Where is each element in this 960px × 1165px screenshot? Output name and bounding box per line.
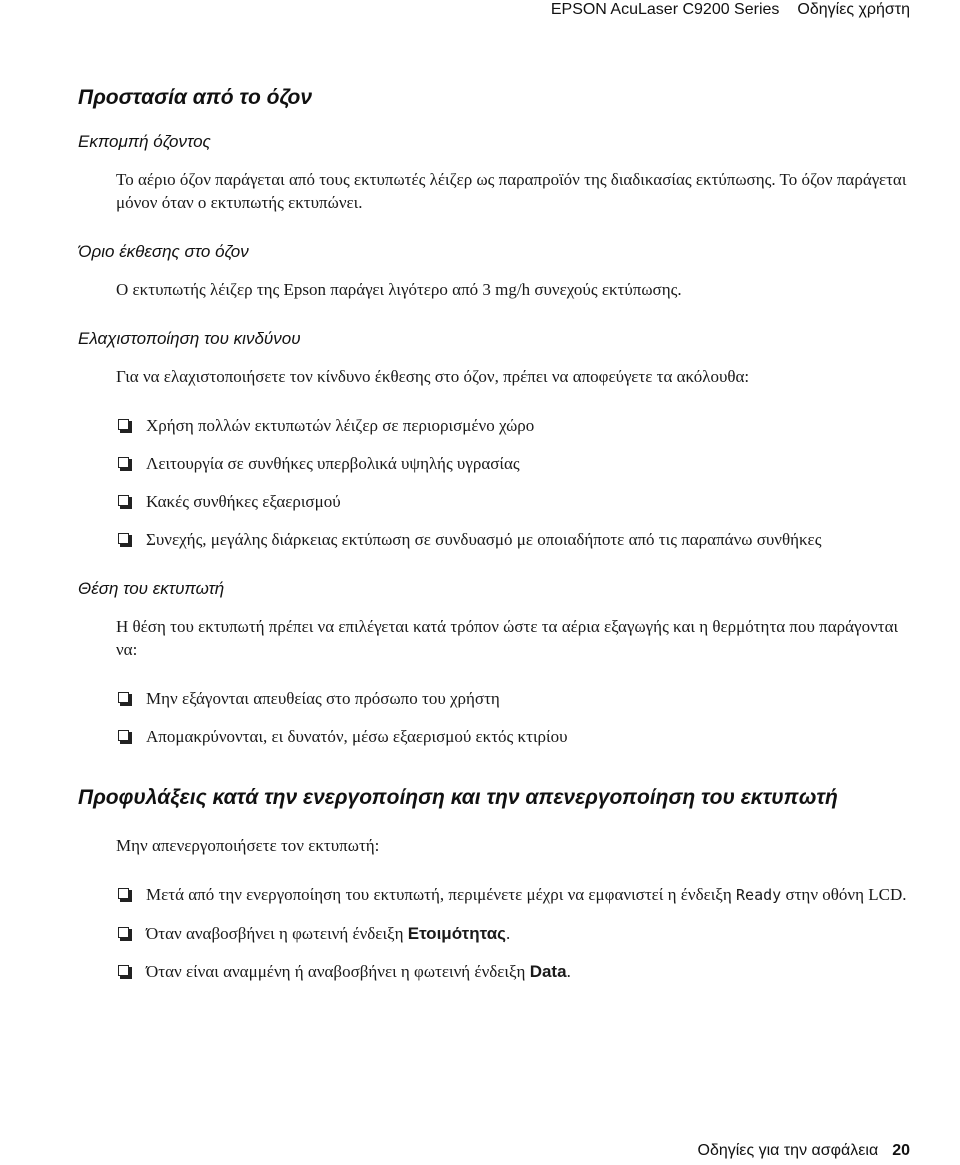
page-header <box>551 0 910 20</box>
checkbox-bullet-icon <box>118 888 129 899</box>
list-item: Χρήση πολλών εκτυπωτών λέιζερ σε περιορισμένο χώρο <box>78 414 908 437</box>
checkbox-bullet-icon <box>118 692 129 703</box>
printer-location-text: Η θέση του εκτυπωτή πρέπει να επιλέγεται κατά τρόπον ώστε τα αέρια εξαγωγής και η θερμότητα που παράγονται να: <box>116 617 899 659</box>
exposure-limit-heading: Όριο έκθεσης στο όζον <box>78 242 249 261</box>
list-item: Όταν αναβοσβήνει η φωτεινή ένδειξη Ετοιμότητας. <box>78 922 908 945</box>
list-item: Συνεχής, μεγάλης διάρκειας εκτύπωση σε συνδυασμό με οποιαδήποτε από τις παραπάνω συνθήκες <box>78 528 908 551</box>
risk-list <box>78 414 908 551</box>
product-name: EPSON AcuLaser C9200 Series <box>550 1 780 18</box>
printer-location-heading: Θέση του εκτυπωτή <box>78 579 225 598</box>
risk-minimize-heading: Ελαχιστοποίηση του κινδύνου <box>78 329 301 348</box>
checkbox-bullet-icon <box>118 927 129 938</box>
list-item: Μετά από την ενεργοποίηση του εκτυπωτή, περιμένετε μέχρι να εμφανιστεί η ένδειξη Ready στην οθόνη LCD. <box>78 883 908 907</box>
list-item: Λειτουργία σε συνθήκες υπερβολικά υψηλής υγρασίας <box>78 452 908 475</box>
list-item: Μην εξάγονται απευθείας στο πρόσωπο του χρήστη <box>78 687 908 710</box>
ozone-section-title: Προστασία από το όζον <box>78 86 313 109</box>
power-precautions-intro: Μην απενεργοποιήσετε τον εκτυπωτή: <box>116 836 380 855</box>
ready-light-label: Ετοιμότητας <box>407 924 506 943</box>
list-item: Κακές συνθήκες εξαερισμού <box>78 490 908 513</box>
checkbox-bullet-icon <box>118 495 129 506</box>
power-precautions-title: Προφυλάξεις κατά την ενεργοποίηση και την απενεργοποίηση του εκτυπωτή <box>78 786 838 809</box>
exposure-limit-text: Ο εκτυπωτής λέιζερ της Epson παράγει λιγότερο από 3 mg/h συνεχούς εκτύπωσης. <box>116 280 682 299</box>
lcd-message-ready: Ready <box>736 886 782 904</box>
checkbox-bullet-icon <box>118 533 129 544</box>
ozone-emission-heading: Εκπομπή όζοντος <box>78 132 211 151</box>
checkbox-bullet-icon <box>118 419 129 430</box>
page-footer <box>698 1141 911 1161</box>
guide-name: Οδηγίες χρήστη <box>797 1 910 18</box>
checkbox-bullet-icon <box>118 965 129 976</box>
page-number: 20 <box>892 1142 910 1159</box>
power-list <box>78 883 908 983</box>
list-item: Απομακρύνονται, ει δυνατόν, μέσω εξαερισμού εκτός κτιρίου <box>78 725 908 748</box>
location-list <box>78 687 908 748</box>
checkbox-bullet-icon <box>118 457 129 468</box>
risk-minimize-text: Για να ελαχιστοποιήσετε τον κίνδυνο έκθεσης στο όζον, πρέπει να αποφεύγετε τα ακόλουθα: <box>116 367 750 386</box>
footer-section-name: Οδηγίες για την ασφάλεια <box>697 1142 879 1159</box>
data-light-label: Data <box>529 962 567 981</box>
page-content <box>78 84 908 1009</box>
ozone-emission-text: Το αέριο όζον παράγεται από τους εκτυπωτές λέιζερ ως παραπροϊόν της διαδικασίας εκτύπωσης. Το όζον παράγεται μόνον όταν ο εκτυπωτής εκτυπώνει. <box>116 170 907 212</box>
checkbox-bullet-icon <box>118 730 129 741</box>
list-item: Όταν είναι αναμμένη ή αναβοσβήνει η φωτεινή ένδειξη Data. <box>78 960 908 983</box>
